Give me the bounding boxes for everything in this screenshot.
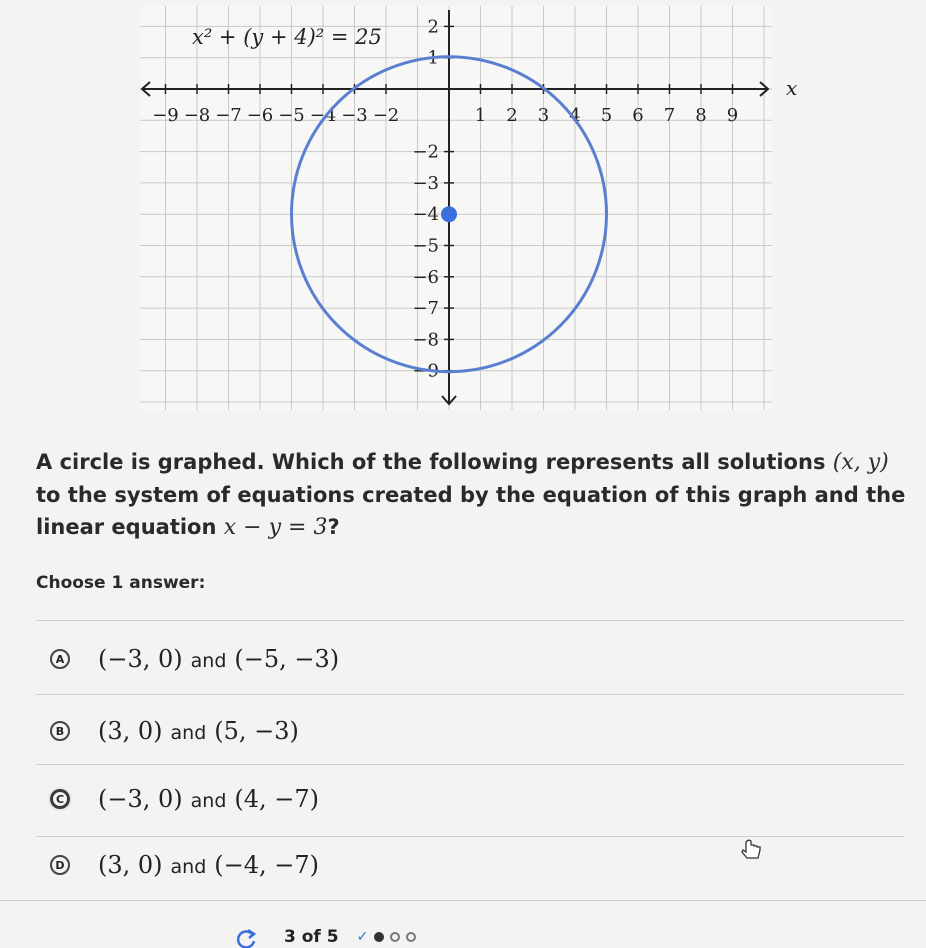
option-a-point1: (−3, 0)	[98, 645, 183, 673]
question-line2: to the system of equations created by the equation of this graph and the	[36, 483, 906, 507]
answer-option-d[interactable]	[50, 840, 319, 890]
option-d-radio-icon[interactable]: D	[50, 855, 70, 875]
option-d-text	[98, 851, 319, 879]
y-tick-label: 1	[427, 47, 439, 69]
answer-option-a[interactable]	[50, 634, 339, 684]
x-tick-label: −3	[341, 105, 368, 126]
option-c-and: and	[190, 790, 227, 812]
choose-label: Choose 1 answer:	[36, 573, 206, 593]
answer-option-c[interactable]	[50, 774, 319, 824]
circle-center-point	[441, 206, 457, 222]
option-a-and: and	[190, 650, 227, 672]
option-a-point2: (−5, −3)	[234, 645, 340, 673]
progress-text: 3 of 5	[284, 927, 339, 947]
equation-label: x² + (y + 4)² = 25	[192, 25, 382, 49]
question-mark: ?	[327, 515, 340, 539]
x-tick-label: 9	[726, 105, 739, 126]
x-tick-label: −2	[372, 105, 400, 126]
question-line3: linear equation	[36, 515, 217, 539]
x-tick-label: −9	[152, 105, 179, 126]
y-tick-label: −5	[412, 235, 439, 257]
progress-dot	[406, 932, 416, 942]
y-tick-label: −2	[412, 141, 439, 163]
x-axis-label: x	[786, 76, 798, 100]
x-tick-label: 1	[474, 105, 487, 126]
y-tick-label: −9	[412, 360, 439, 382]
option-b-text	[98, 717, 299, 745]
option-d-and: and	[170, 856, 207, 878]
progress-dots	[357, 929, 417, 945]
y-tick-label: −4	[412, 204, 439, 226]
divider	[36, 694, 904, 695]
x-tick-label: 2	[506, 105, 518, 126]
y-tick-label: −8	[412, 329, 439, 351]
progress-dot	[390, 932, 400, 942]
hand-cursor-icon	[738, 838, 764, 860]
x-tick-label: −4	[309, 105, 337, 126]
x-tick-label: −6	[246, 105, 274, 126]
checkmark-icon: ✓	[356, 929, 369, 945]
question-math-xy: (x, y)	[832, 450, 889, 475]
option-d-point1: (3, 0)	[98, 851, 163, 879]
option-c-text	[98, 785, 319, 813]
option-c-point1: (−3, 0)	[98, 785, 183, 813]
refresh-icon[interactable]	[230, 926, 260, 948]
y-tick-label: −6	[412, 266, 439, 288]
option-a-radio-icon[interactable]: A	[50, 649, 70, 669]
x-tick-label: 6	[632, 105, 644, 126]
question-math-equation: x − y = 3	[223, 515, 328, 540]
option-c-point2: (4, −7)	[234, 785, 320, 813]
option-b-and: and	[170, 722, 207, 744]
x-tick-label: 8	[695, 105, 707, 126]
question-line1: A circle is graphed. Which of the following represents all solutions	[36, 450, 826, 474]
graph-background	[140, 6, 772, 410]
progress-dot-current	[374, 932, 384, 942]
coordinate-graph	[0, 0, 926, 412]
y-tick-label: 2	[427, 16, 439, 38]
x-tick-label: 5	[600, 105, 613, 126]
x-tick-label: 7	[663, 105, 676, 126]
option-b-radio-icon[interactable]: B	[50, 721, 70, 741]
x-tick-label: −8	[183, 105, 211, 126]
divider	[0, 900, 926, 901]
x-tick-label: −7	[215, 105, 242, 126]
progress-footer	[230, 926, 416, 948]
graph-area	[0, 0, 926, 412]
divider	[36, 764, 904, 765]
x-tick-label: −5	[278, 105, 305, 126]
x-tick-label: 3	[537, 105, 550, 126]
divider	[36, 620, 904, 621]
y-tick-label: −7	[412, 298, 439, 320]
question-text	[36, 446, 906, 544]
option-a-text	[98, 645, 339, 673]
option-b-point2: (5, −3)	[214, 717, 299, 745]
answer-option-b[interactable]	[50, 706, 299, 756]
divider	[36, 836, 904, 837]
y-tick-label: −3	[412, 172, 439, 194]
x-tick-label: 4	[569, 105, 581, 126]
option-b-point1: (3, 0)	[98, 717, 163, 745]
option-d-point2: (−4, −7)	[214, 851, 320, 879]
option-c-radio-icon[interactable]: C	[50, 789, 70, 809]
